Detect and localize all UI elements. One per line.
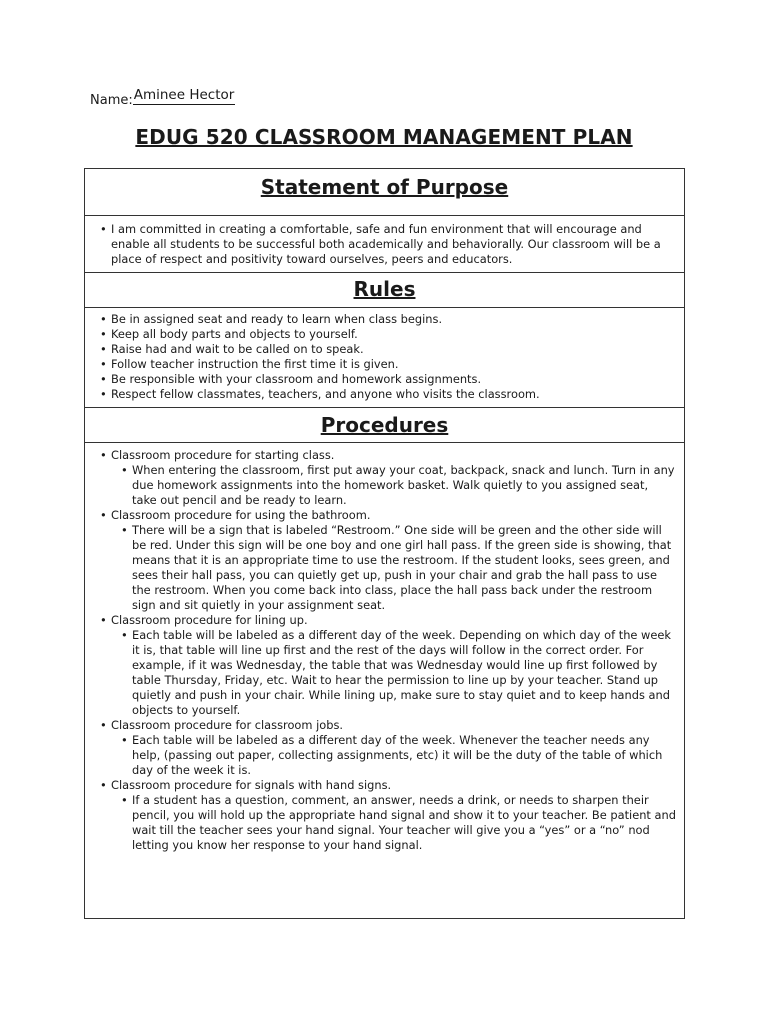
- purpose-section: [85, 216, 684, 273]
- rule-item: • Be responsible with your classroom and homework assignments.: [100, 372, 676, 387]
- purpose-heading: Statement of Purpose: [85, 169, 684, 216]
- procedures-list: [100, 448, 676, 853]
- procedure-details: [111, 463, 676, 508]
- procedure-details: [111, 733, 676, 778]
- procedure-detail: • Each table will be labeled as a different day of the week. Whenever the teacher needs any help, (passing out paper, collecting assignments, etc) it will be the duty of the table of which day of the week it is.: [121, 733, 676, 778]
- student-name-value: Aminee Hector: [133, 87, 235, 103]
- procedure-title: Classroom procedure for classroom jobs.: [111, 718, 344, 732]
- procedure-item: [100, 613, 676, 718]
- procedure-details: [111, 523, 676, 613]
- management-plan-table: [84, 168, 685, 919]
- procedure-detail: • There will be a sign that is labeled “Restroom.” One side will be green and the other side will be red. Under this sign will be one boy and one girl hall pass. If the green side is showing, that means that it is an appropriate time to use the restroom. If the student looks, sees green, and sees their hall pass, you can quietly get up, push in your chair and grab the hall pass to use the restroom. When you come back into class, place the hall pass back under the restroom sign and sit quietly in your assignment seat.: [121, 523, 676, 613]
- rules-list: [100, 312, 676, 402]
- rule-item: • Follow teacher instruction the first time it is given.: [100, 357, 676, 372]
- procedure-item: [100, 778, 676, 853]
- procedure-detail: • Each table will be labeled as a different day of the week. Depending on which day of the week it is, that table will line up first and the rest of the days will follow in the correct order. For example, if it was Wednesday, the table that was Wednesday would line up first followed by table Thursday, Friday, etc. Wait to hear the permission to line up by your teacher. Stand up quietly and push in your chair. While lining up, make sure to stay quiet and to keep hands and objects to yourself.: [121, 628, 676, 718]
- procedures-heading: Procedures: [85, 408, 684, 443]
- procedure-details: [111, 628, 676, 718]
- procedure-title: Classroom procedure for lining up.: [111, 613, 308, 627]
- purpose-list: [100, 222, 676, 267]
- rule-item: • Be in assigned seat and ready to learn when class begins.: [100, 312, 676, 327]
- rules-heading: Rules: [85, 273, 684, 308]
- document-title: EDUG 520 CLASSROOM MANAGEMENT PLAN: [135, 125, 633, 149]
- procedure-title: Classroom procedure for starting class.: [111, 448, 335, 462]
- rule-item: • Keep all body parts and objects to yourself.: [100, 327, 676, 342]
- procedures-section: [85, 443, 684, 918]
- procedure-detail: • When entering the classroom, first put away your coat, backpack, snack and lunch. Turn in any due homework assignments into the homework basket. Walk quietly to you assigned seat, take out pencil and be ready to learn.: [121, 463, 676, 508]
- procedure-item: [100, 508, 676, 613]
- rule-item: • Raise had and wait to be called on to speak.: [100, 342, 676, 357]
- procedure-title: Classroom procedure for using the bathroom.: [111, 508, 371, 522]
- rules-section: [85, 308, 684, 408]
- procedure-item: [100, 448, 676, 508]
- purpose-statement: • I am committed in creating a comfortable, safe and fun environment that will encourage and enable all students to be successful both academically and behaviorally. Our classroom will be a place of respect and positivity toward ourselves, peers and educators.: [100, 222, 676, 267]
- student-name-line: [90, 87, 235, 110]
- rule-item: • Respect fellow classmates, teachers, and anyone who visits the classroom.: [100, 387, 676, 402]
- procedure-item: [100, 718, 676, 778]
- procedure-title: Classroom procedure for signals with hand signs.: [111, 778, 392, 792]
- procedure-details: [111, 793, 676, 853]
- procedure-detail: • If a student has a question, comment, an answer, needs a drink, or needs to sharpen their pencil, you will hold up the appropriate hand signal and show it to your teacher. Be patient and wait till the teacher sees your hand signal. Your teacher will give you a “yes” or a “no” nod letting you know her response to your hand signal.: [121, 793, 676, 853]
- name-label: Name:: [90, 93, 133, 108]
